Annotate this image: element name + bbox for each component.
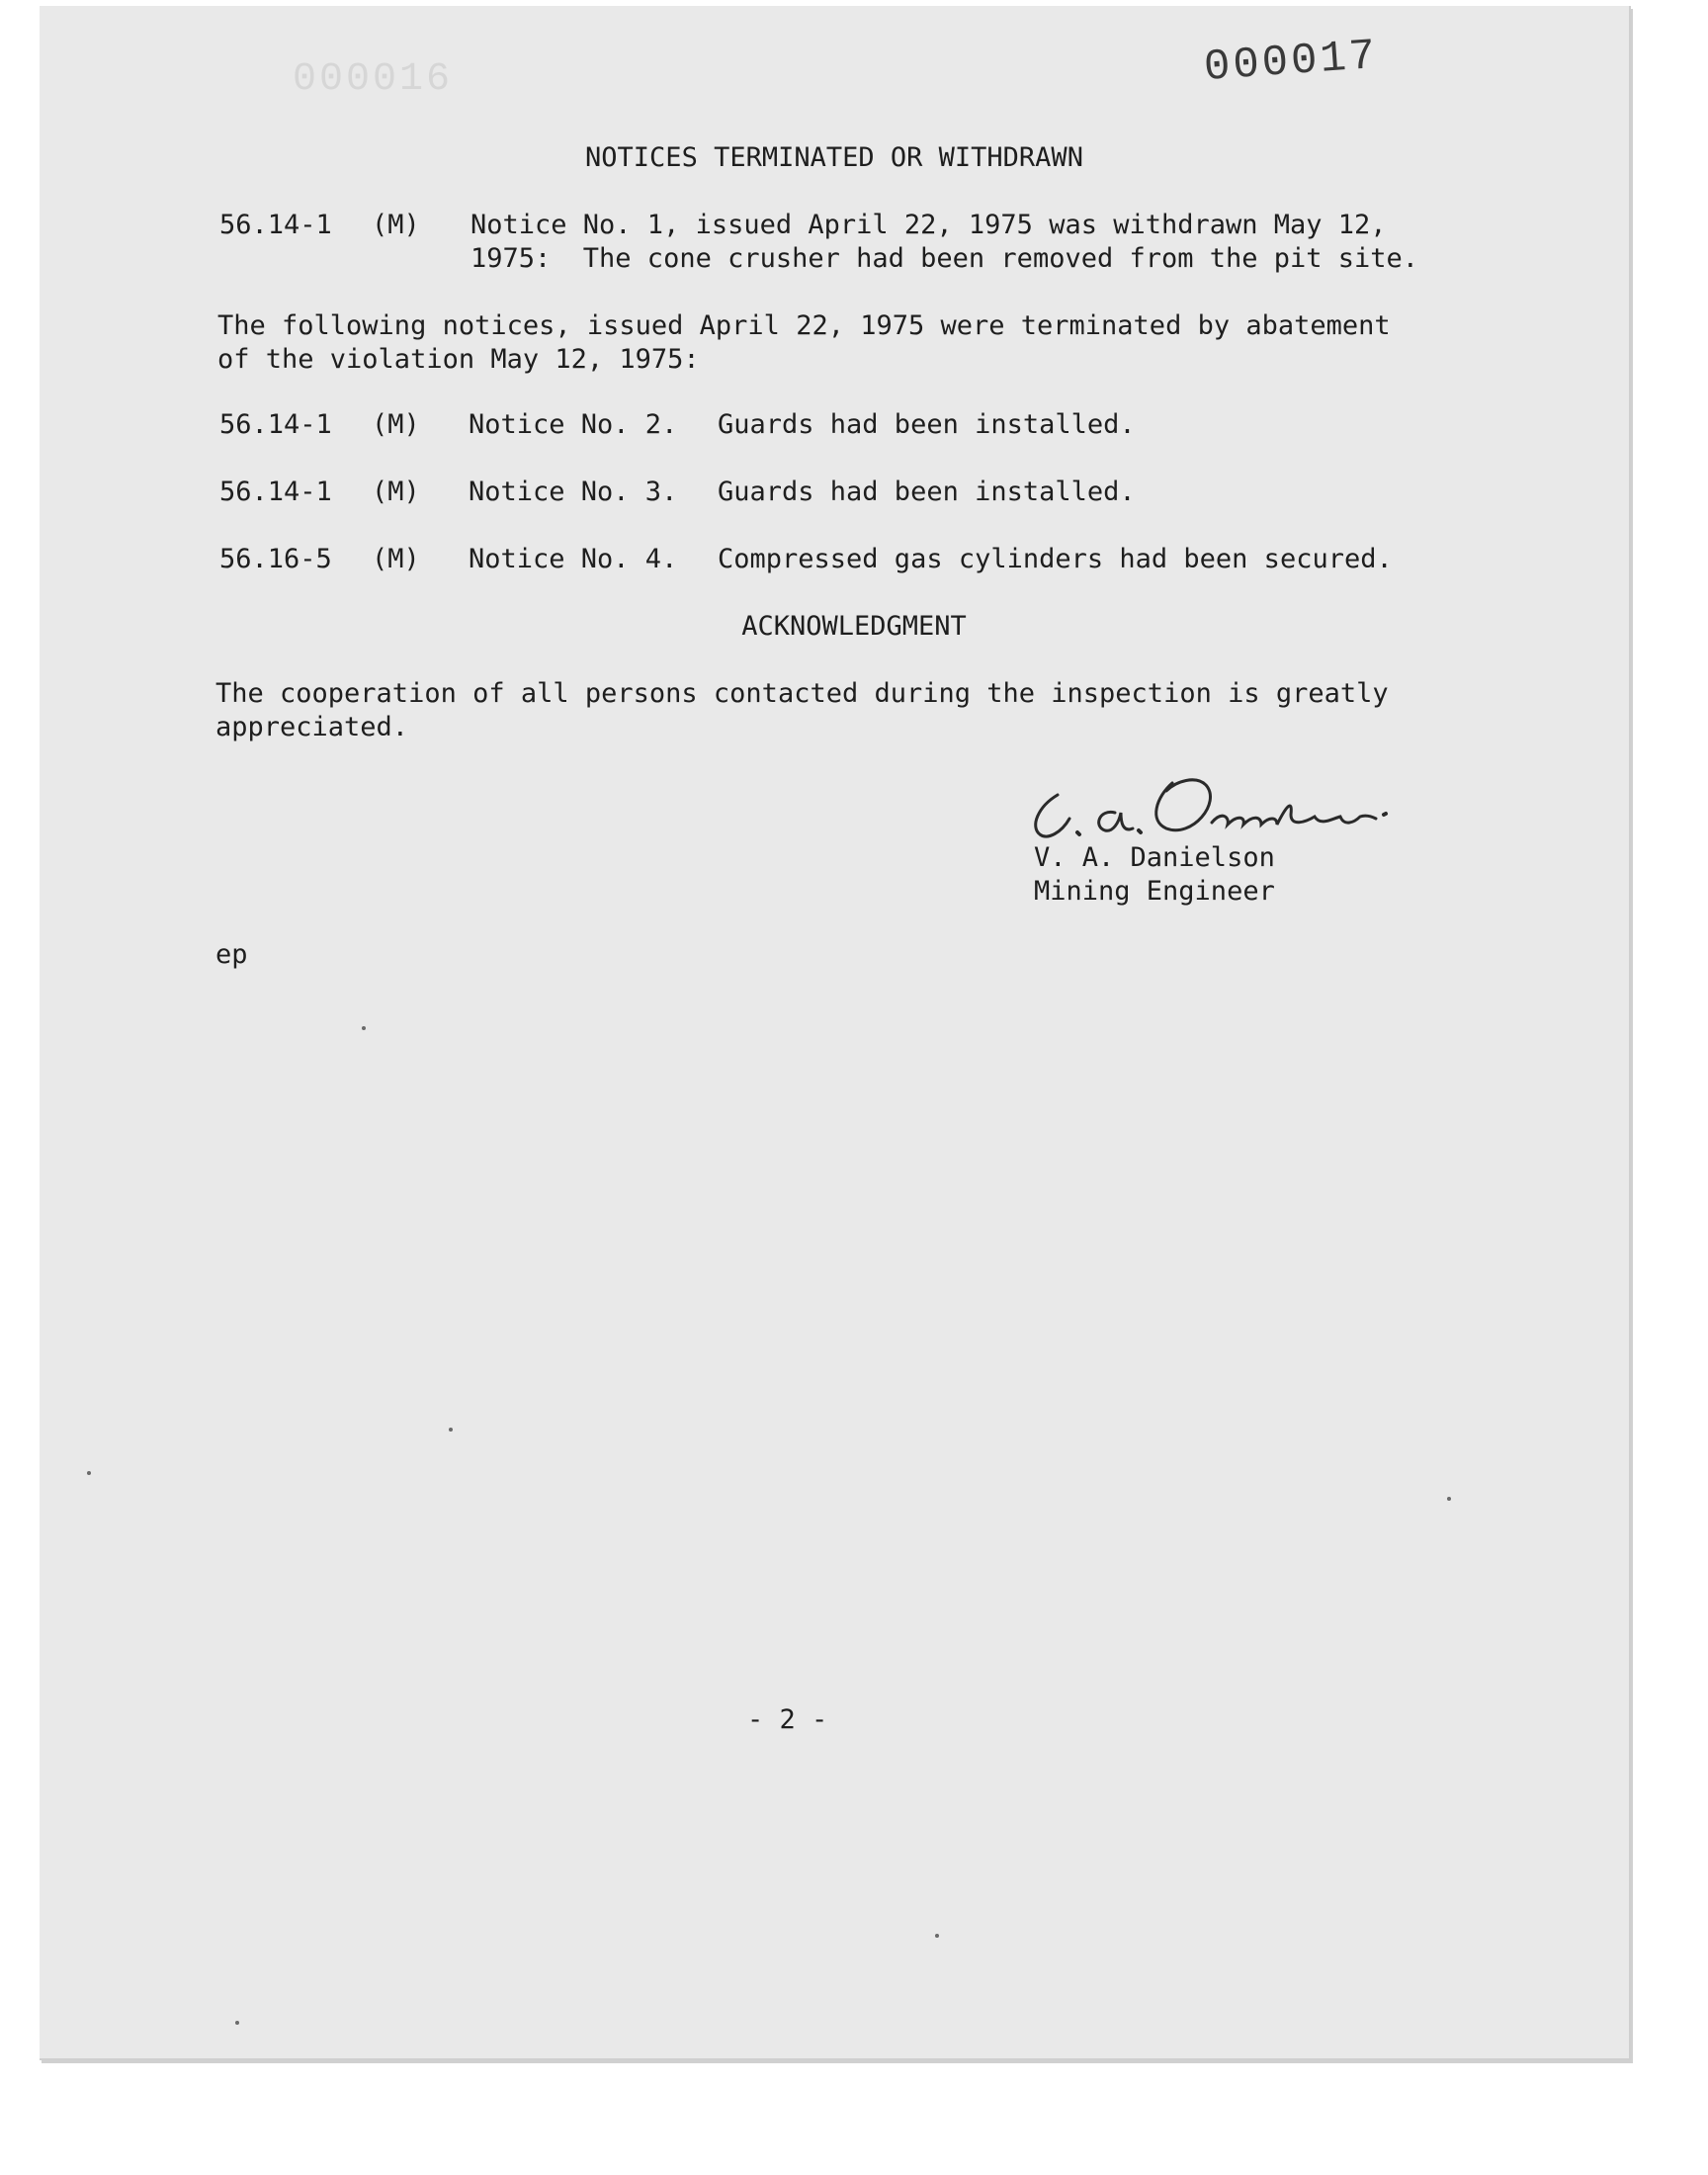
notice-type: (M) (372, 409, 420, 440)
section-heading-acknowledgment: ACKNOWLEDGMENT (741, 611, 967, 642)
notice-type: (M) (372, 544, 420, 574)
notice-text: Guards had been installed. (718, 409, 1136, 440)
scan-speck (362, 1026, 366, 1030)
typist-initials: ep (215, 939, 248, 970)
notice-code: 56.14-1 (219, 477, 332, 507)
signer-name: V. A. Danielson (1034, 842, 1275, 873)
notice-number: Notice No. 3. (469, 477, 678, 507)
section-heading-notices: NOTICES TERMINATED OR WITHDRAWN (585, 142, 1083, 173)
acknowledgment-line2: appreciated. (215, 712, 409, 742)
document-page (40, 6, 1631, 2060)
signer-title: Mining Engineer (1034, 876, 1275, 907)
scan-speck (235, 2021, 239, 2025)
withdrawn-type: (M) (372, 210, 420, 240)
notice-text: Guards had been installed. (718, 477, 1136, 507)
scan-speck (87, 1471, 91, 1475)
withdrawn-line1: Notice No. 1, issued April 22, 1975 was withdrawn May 12, (470, 210, 1387, 240)
intro-line2: of the violation May 12, 1975: (217, 344, 700, 375)
scan-speck (1447, 1497, 1451, 1501)
withdrawn-line2: 1975: The cone crusher had been removed from the pit site. (470, 243, 1419, 274)
notice-code: 56.16-5 (219, 544, 332, 574)
withdrawn-code: 56.14-1 (219, 210, 332, 240)
intro-line1: The following notices, issued April 22, 1975 were terminated by abatement (217, 310, 1391, 341)
notice-code: 56.14-1 (219, 409, 332, 440)
scan-speck (449, 1428, 453, 1432)
notice-text: Compressed gas cylinders had been secured. (718, 544, 1393, 574)
ghost-stamp-number: 000016 (293, 57, 454, 102)
scan-speck (935, 1934, 939, 1938)
page-number: - 2 - (747, 1704, 828, 1735)
notice-number: Notice No. 4. (469, 544, 678, 574)
notice-type: (M) (372, 477, 420, 507)
stamp-number: 000017 (1202, 31, 1380, 94)
notice-number: Notice No. 2. (469, 409, 678, 440)
acknowledgment-line1: The cooperation of all persons contacted during the inspection is greatly (215, 678, 1389, 709)
